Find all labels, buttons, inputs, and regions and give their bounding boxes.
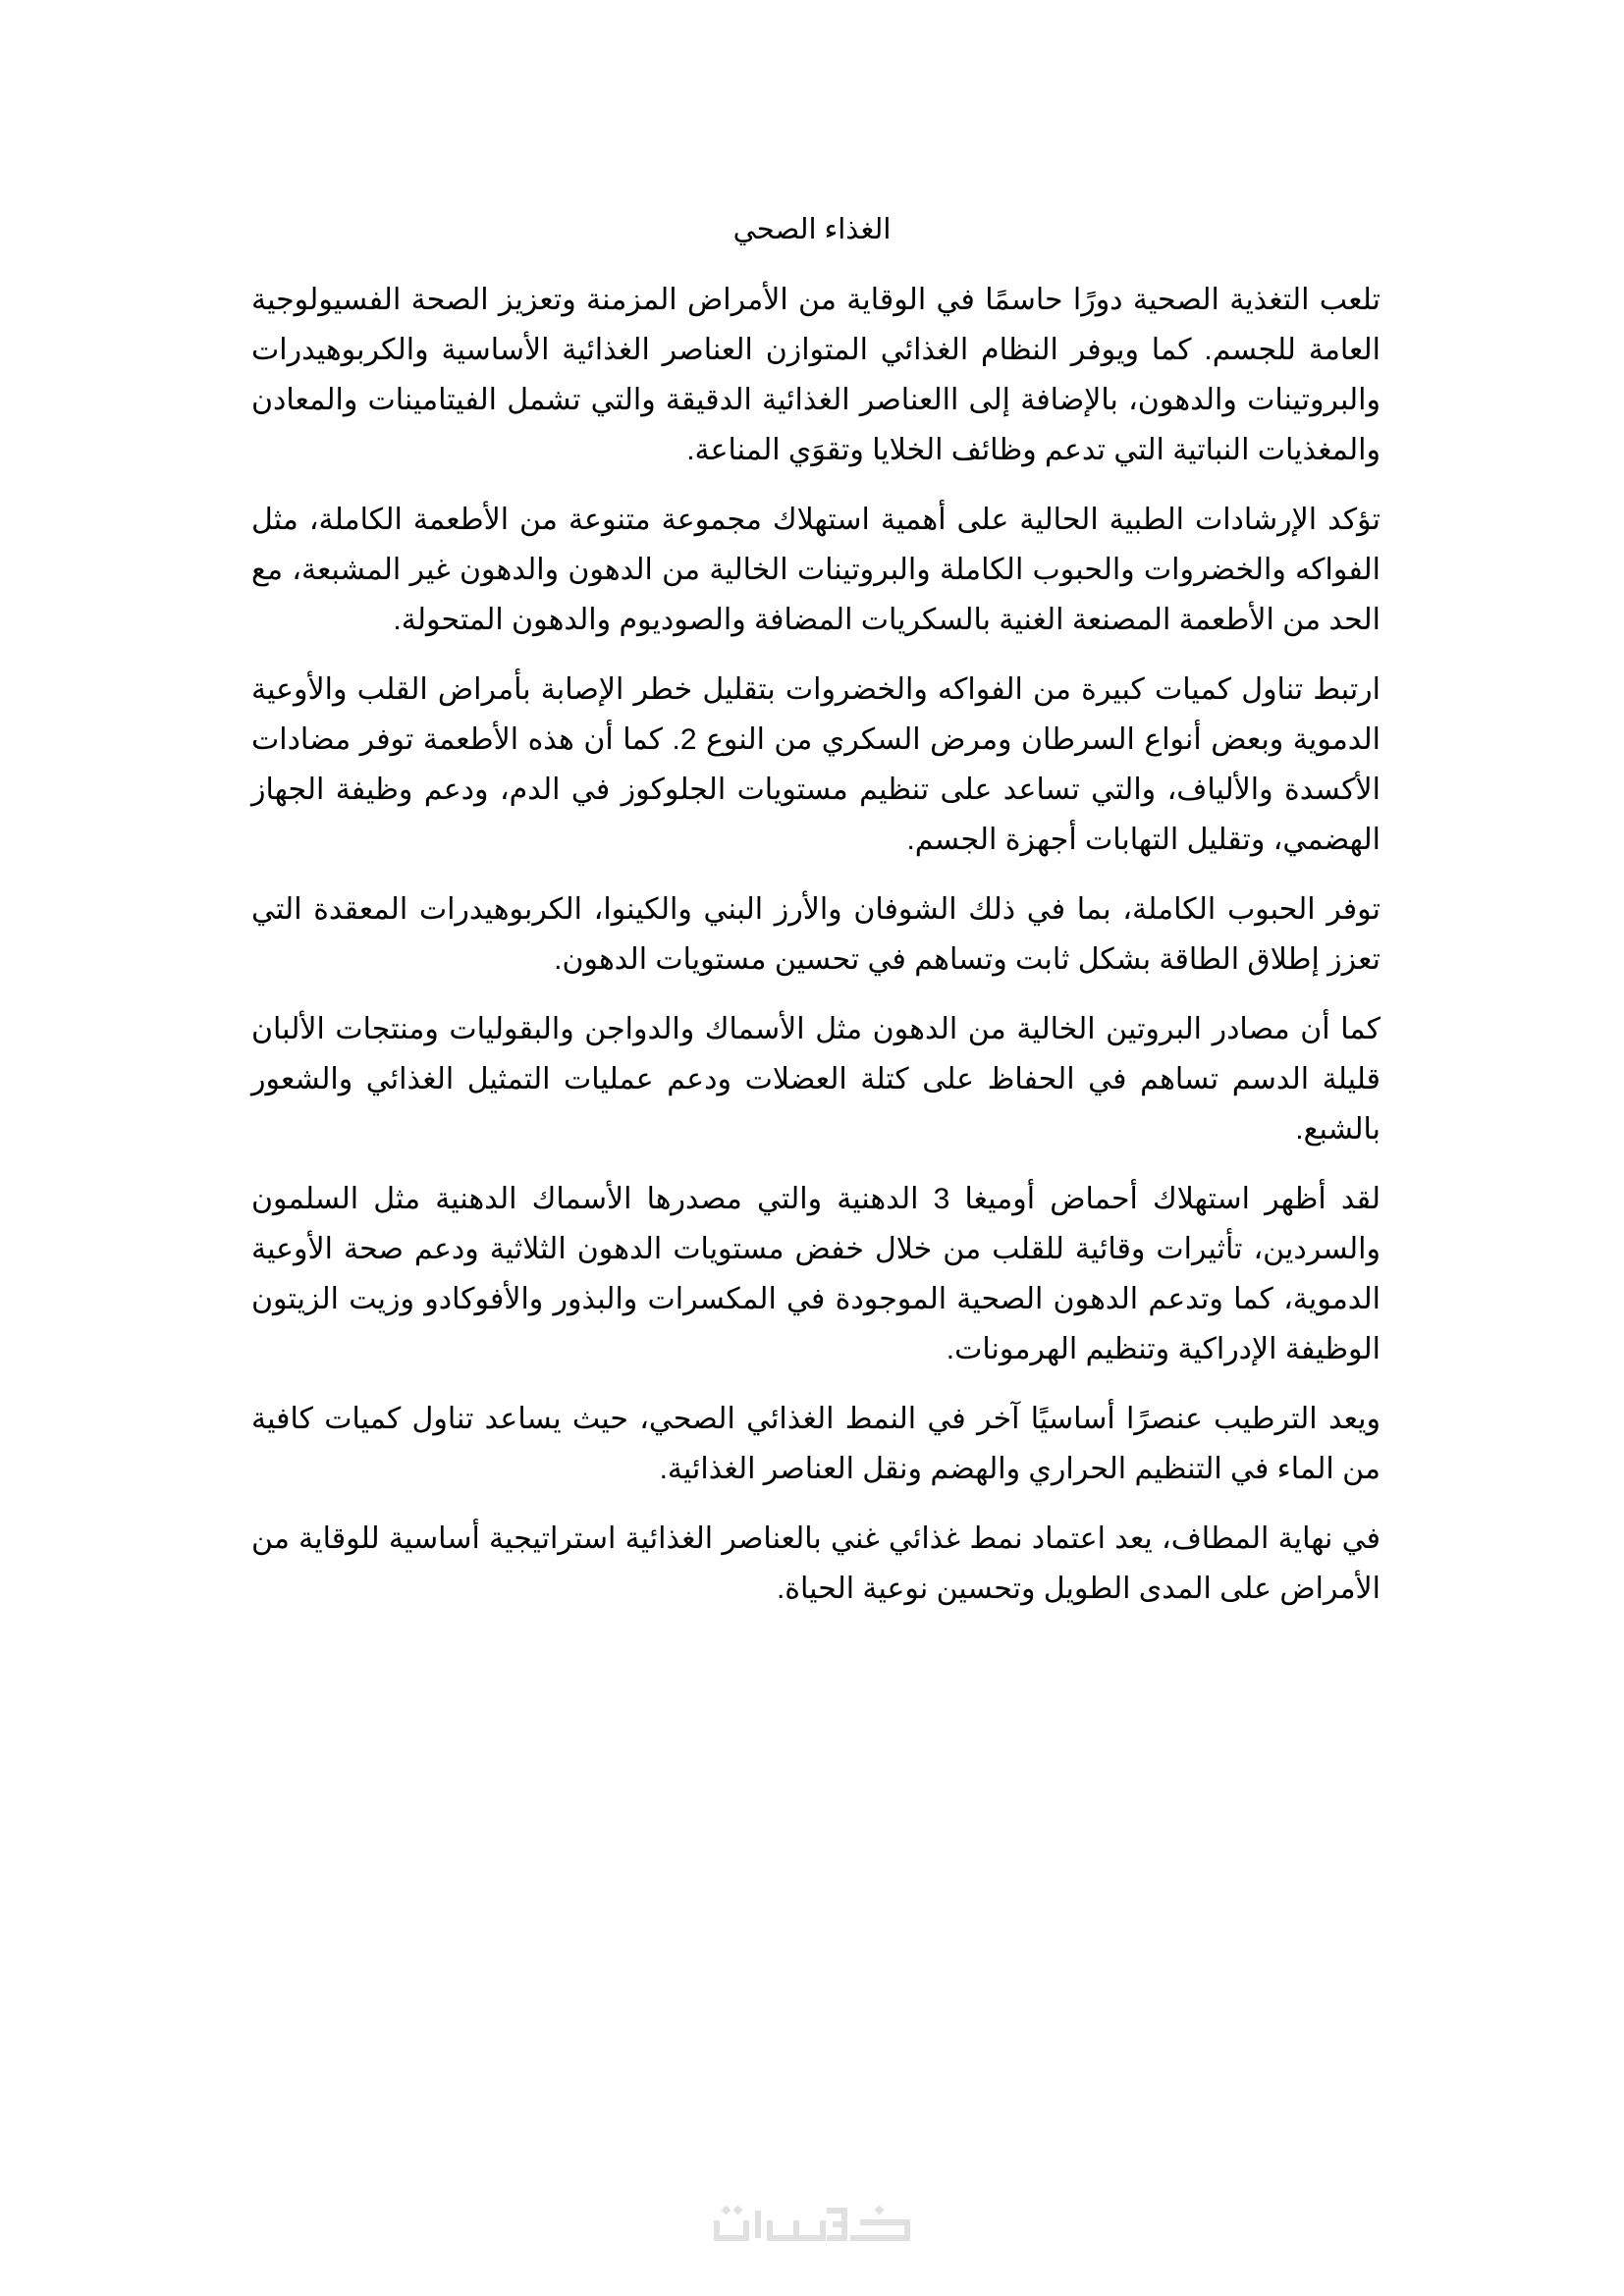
paragraph-omega3-fats: لقد أظهر استهلاك أحماض أوميغا 3 الدهنية والتي مصدرها الأسماك الدهنية مثل السلمون والسردين، تأثيرات وقائية للقلب من خلال خفض مستويات الدهون الثلاثية ودعم صحة الأوعية الدموية، كما وتدعم الدهون الصحية الموجودة في المكسرات والبذور والأفوكادو وزيت الزيتون الوظيفة الإدراكية وتنظيم الهرمونات. — [251, 1183, 1380, 1365]
khamsat-watermark — [713, 2205, 913, 2244]
paragraph-intro: تلعب التغذية الصحية دورًا حاسمًا في الوقاية من الأمراض المزمنة وتعزيز الصحة الفسيولوجية العامة للجسم. كما ويوفر النظام الغذائي المتوازن العناصر الغذائية الأساسية والكربوهيدرات والبروتينات والدهون، بالإضافة إلى االعناصر الغذائية الدقيقة والتي تشمل الفيتامينات والمعادن والمغذيات النباتية التي تدعم وظائف الخلايا وتقوَي المناعة. — [251, 284, 1380, 466]
khamsat-logo-icon — [713, 2205, 913, 2244]
paragraph-guidelines: تؤكد الإرشادات الطبية الحالية على أهمية استهلاك مجموعة متنوعة من الأطعمة الكاملة، مثل الفواكه والخضروات والحبوب الكاملة والبروتينات الخالية من الدهون والدهون غير المشبعة، مع الحد من الأطعمة المصنعة الغنية بالسكريات المضافة والصوديوم والدهون المتحولة. — [251, 504, 1380, 636]
paragraph-lean-protein: كما أن مصادر البروتين الخالية من الدهون مثل الأسماك والدواجن والبقوليات ومنتجات الألبان قليلة الدسم تساهم في الحفاظ على كتلة العضلات ودعم عمليات التمثيل الغذائي والشعور بالشبع. — [251, 1013, 1380, 1146]
paragraph-conclusion: في نهاية المطاف، يعد اعتماد نمط غذائي غني بالعناصر الغذائية استراتيجية أساسية للوقاية من الأمراض على المدى الطويل وتحسين نوعية الحياة. — [251, 1522, 1380, 1605]
paragraph-whole-grains: توفر الحبوب الكاملة، بما في ذلك الشوفان والأرز البني والكينوا، الكربوهيدرات المعقدة التي تعزز إطلاق الطاقة بشكل ثابت وتساهم في تحسين مستويات الدهون. — [251, 893, 1380, 976]
paragraph-fruits-vegetables: ارتبط تناول كميات كبيرة من الفواكه والخضروات بتقليل خطر الإصابة بأمراض القلب والأوعية الدموية وبعض أنواع السرطان ومرض السكري من النوع 2. كما أن هذه الأطعمة توفر مضادات الأكسدة والألياف، والتي تساعد على تنظيم مستويات الجلوكوز في الدم، ودعم وظيفة الجهاز الهضمي، وتقليل التهابات أجهزة الجسم. — [251, 673, 1380, 856]
document-title: الغذاء الصحي — [732, 214, 892, 245]
paragraph-hydration: ويعد الترطيب عنصرًا أساسيًا آخر في النمط الغذائي الصحي، حيث يساعد تناول كميات كافية من الماء في التنظيم الحراري والهضم ونقل العناصر الغذائية. — [251, 1403, 1380, 1485]
document-body — [251, 275, 1380, 1633]
